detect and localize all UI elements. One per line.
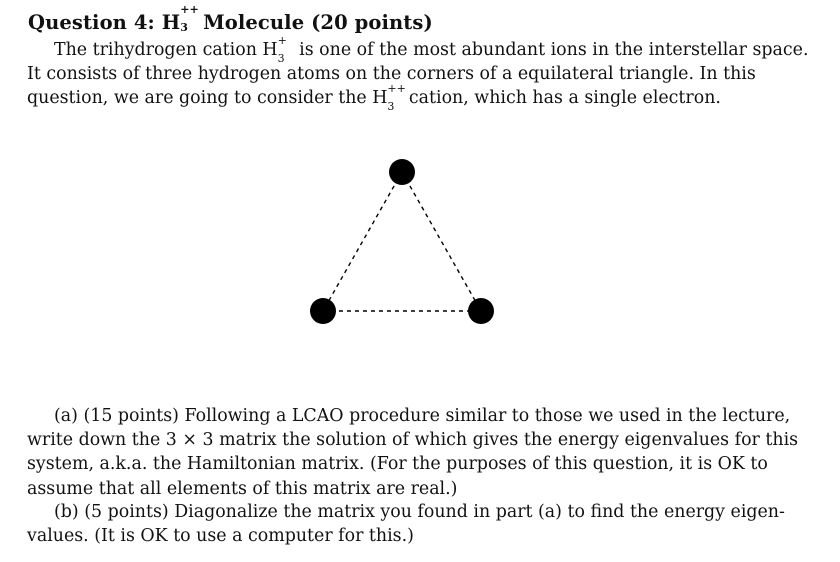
top-atom bbox=[389, 159, 415, 185]
intro-line-2: It consists of three hydrogen atoms on the corners of a equilateral triangle. In this bbox=[27, 64, 756, 85]
question-label: Question 4: bbox=[28, 11, 155, 34]
question-title bbox=[28, 3, 433, 34]
part-b-line-2: values. (It is OK to use a computer for this.) bbox=[27, 526, 414, 547]
part-a-line-3: system, a.k.a. the Hamiltonian matrix. (For the purposes of this question, it is OK to bbox=[27, 454, 768, 475]
bond-right bbox=[402, 172, 481, 311]
triangle-figure bbox=[290, 148, 530, 338]
bottom-left-atom bbox=[310, 298, 336, 324]
intro-line-3: question, we are going to consider the H ++ 3 cation, which has a single electron. bbox=[27, 82, 721, 114]
part-b-paragraph bbox=[27, 500, 785, 548]
part-a-line-4: assume that all elements of this matrix are real.) bbox=[27, 478, 458, 499]
part-b-line-1: (b) (5 points) Diagonalize the matrix you found in part (a) to find the energy eigen- bbox=[54, 502, 785, 522]
ion-symbol: H ++ 3 bbox=[161, 3, 199, 34]
bond-left bbox=[323, 172, 402, 311]
ion-charge: ++ bbox=[180, 3, 199, 16]
part-a-line-1: (a) (15 points) Following a LCAO procedure similar to those we used in the lecture, bbox=[54, 406, 791, 426]
question-title-rest: Molecule (20 points) bbox=[203, 11, 433, 34]
part-a-paragraph bbox=[27, 404, 799, 501]
bottom-right-atom bbox=[468, 298, 494, 324]
intro-paragraph bbox=[27, 34, 809, 114]
intro-line-1: The trihydrogen cation H + 3 is one of the most abundant ions in the interstellar space. bbox=[54, 34, 809, 65]
part-a-line-2: write down the 3 × 3 matrix the solution of which gives the energy eigenvalues for this bbox=[27, 430, 799, 451]
ion-subscript: 3 bbox=[180, 21, 188, 34]
